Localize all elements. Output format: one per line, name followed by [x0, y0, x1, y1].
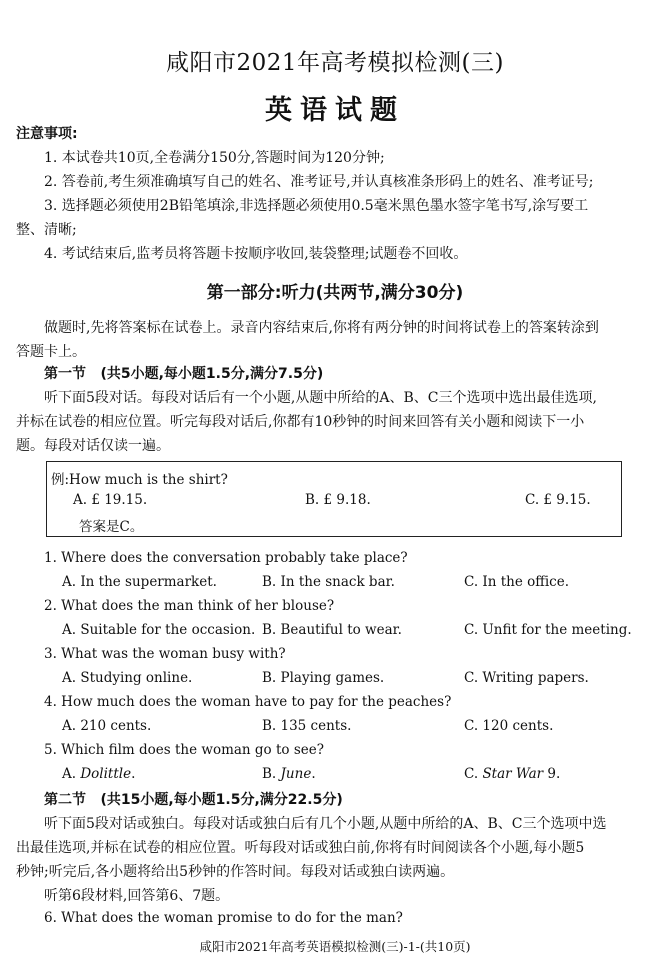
section1-instruction: 并标在试卷的相应位置。听完每段对话后,你都有10秒钟的时间来回答有关小题和阅读下一小 [16, 414, 585, 430]
q3-option-b: B. Playing games. [262, 670, 385, 686]
q1-option-b: B. In the snack bar. [262, 574, 395, 590]
section1-instruction: 题。每段对话仅读一遍。 [16, 438, 170, 454]
question-2: 2. What does the man think of her blouse? [44, 598, 335, 614]
notice-item: 2. 答卷前,考生须准确填写自己的姓名、准考证号,并认真核准条形码上的姓名、准考证号; [44, 174, 594, 190]
example-box [46, 461, 622, 537]
section2-detail: (共15小题,每小题1.5分,满分22.5分) [100, 792, 343, 808]
q4-option-b: B. 135 cents. [262, 718, 352, 734]
q3-option-a: A. Studying online. [62, 670, 193, 686]
question-5: 5. Which film does the woman go to see? [44, 742, 324, 758]
q5-option-c-title: Star War [482, 766, 544, 782]
question-3: 3. What was the woman busy with? [44, 646, 286, 662]
section2-instruction: 听第6段材料,回答第6、7题。 [44, 888, 230, 904]
section1-instruction: 听下面5段对话。每段对话后有一个小题,从题中所给的A、B、C三个选项中选出最佳选项, [44, 390, 597, 406]
notice-item: 1. 本试卷共10页,全卷满分150分,答题时间为120分钟; [44, 150, 385, 166]
part1-title: 第一部分:听力(共两节,满分30分) [206, 283, 464, 303]
q5-option-b-dot: . [311, 766, 316, 782]
section2-heading-row [44, 790, 670, 810]
page-footer: 咸阳市2021年高考英语模拟检测(三)-1-(共10页) [199, 939, 471, 954]
q2-option-a: A. Suitable for the occasion. [62, 622, 256, 638]
section2-instruction: 听下面5段对话或独白。每段对话或独白后有几个小题,从题中所给的A、B、C三个选项中选 [44, 816, 607, 832]
q1-option-a: A. In the supermarket. [62, 574, 217, 590]
notice-item: 4. 考试结束后,监考员将答题卡按顺序收回,装袋整理;试题卷不回收。 [44, 246, 468, 262]
notice-item: 3. 选择题必须使用2B铅笔填涂,非选择题必须使用0.5毫米黑色墨水签字笔书写,涂写要工 [44, 198, 589, 214]
section2-instruction: 出最佳选项,并标在试卷的相应位置。听每段对话或独白前,你将有时间阅读各个小题,每小题5 [16, 840, 585, 856]
example-option-b: B. £ 9.18. [305, 492, 371, 508]
q5-option-a-prefix: A. [62, 766, 81, 782]
part1-intro: 做题时,先将答案标在试卷上。录音内容结束后,你将有两分钟的时间将试卷上的答案转涂到 [44, 320, 599, 336]
part1-intro: 答题卡上。 [16, 344, 86, 360]
section2-instruction: 秒钟;听完后,各小题将给出5秒钟的作答时间。每段对话或独白读两遍。 [16, 864, 455, 880]
example-answer: 答案是C。 [79, 519, 144, 535]
q1-option-c: C. In the office. [464, 574, 570, 590]
section2-heading: 第二节 [44, 792, 86, 808]
notice-item: 整、清晰; [16, 222, 77, 238]
q5-option-c-suffix: 9. [543, 766, 561, 782]
q4-option-c: C. 120 cents. [464, 718, 554, 734]
page-title: 咸阳市2021年高考模拟检测(三) [166, 50, 504, 76]
example-question: 例:How much is the shirt? [51, 472, 228, 488]
q5-option-b [262, 766, 316, 782]
section1-heading: 第一节 [44, 366, 86, 382]
section1-heading-row [44, 364, 670, 384]
notice-heading: 注意事项: [16, 126, 78, 142]
q4-option-a: A. 210 cents. [62, 718, 152, 734]
q5-option-c [464, 766, 560, 782]
example-option-a: A. £ 19.15. [73, 492, 148, 508]
q5-option-c-prefix: C. [464, 766, 483, 782]
q5-option-b-prefix: B. [262, 766, 281, 782]
question-4: 4. How much does the woman have to pay for the peaches? [44, 694, 452, 710]
section1-detail: (共5小题,每小题1.5分,满分7.5分) [100, 366, 324, 382]
q2-option-b: B. Beautiful to wear. [262, 622, 402, 638]
q5-option-a [62, 766, 135, 782]
question-6: 6. What does the woman promise to do for the man? [44, 910, 403, 926]
subject-title: 英语试题 [265, 95, 405, 126]
q5-option-a-dot: . [131, 766, 136, 782]
q5-option-a-title: Dolittle [80, 766, 132, 782]
q2-option-c: C. Unfit for the meeting. [464, 622, 632, 638]
q5-option-b-title: June [280, 766, 312, 782]
example-option-c: C. £ 9.15. [525, 492, 591, 508]
q3-option-c: C. Writing papers. [464, 670, 589, 686]
question-1: 1. Where does the conversation probably take place? [44, 550, 408, 566]
